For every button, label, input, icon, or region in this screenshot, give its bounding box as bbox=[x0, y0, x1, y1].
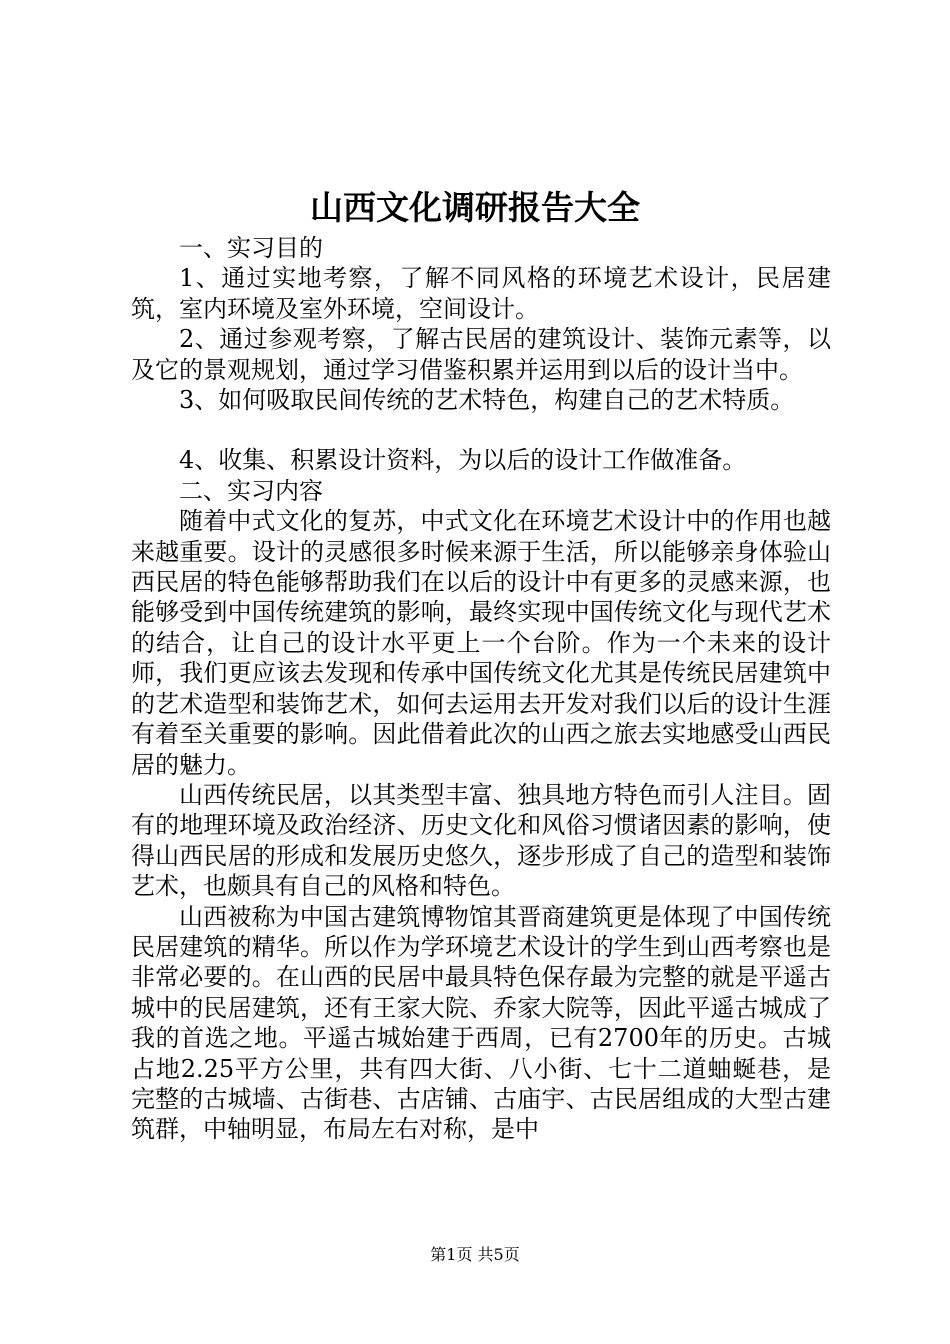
content-paragraph-3: 山西被称为中国古建筑博物馆其晋商建筑更是体现了中国传统民居建筑的精华。所以作为学环境艺术设计的学生到山西考察也是非常必要的。在山西的民居中最具特色保存最为完整的就是平遥古城中的民居建筑，还有王家大院、乔家大院等，因此平遥古城成了我的首选之地。平遥古城始建于西周，已有2700年的历史。古城占地2.25平方公里，共有四大街、八小街、七十二道蚰蜒巷，是完整的古城墙、古街巷、古店铺、古庙宇、古民居组成的大型古建筑群，中轴明显，布局左右对称，是中 bbox=[131, 902, 831, 1144]
purpose-item-4: 4、收集、积累设计资料，为以后的设计工作做准备。 bbox=[179, 446, 747, 475]
purpose-item-2: 2、通过参观考察，了解古民居的建筑设计、装饰元素等，以及它的景观规划，通过学习借鉴积累并运用到以后的设计当中。 bbox=[131, 325, 831, 384]
purpose-item-1: 1、通过实地考察，了解不同风格的环境艺术设计，民居建筑，室内环境及室外环境，空间设计。 bbox=[131, 264, 831, 323]
document-body bbox=[131, 233, 831, 1145]
section-heading-content: 二、实习内容 bbox=[179, 476, 323, 505]
section-heading-purpose: 一、实习目的 bbox=[179, 234, 323, 262]
content-paragraph-1: 随着中式文化的复苏，中式文化在环境艺术设计中的作用也越来越重要。设计的灵感很多时候来源于生活，所以能够亲身体验山西民居的特色能够帮助我们在以后的设计中有更多的灵感来源，也能够受到中国传统建筑的影响，最终实现中国传统文化与现代艺术的结合，让自己的设计水平更上一个台阶。作为一个未来的设计师，我们更应该去发现和传承中国传统文化尤其是传统民居建筑中的艺术造型和装饰艺术，如何去运用去开发对我们以后的设计生涯有着至关重要的影响。因此借着此次的山西之旅去实地感受山西民居的魅力。 bbox=[131, 507, 831, 779]
document-title: 山西文化调研报告大全 bbox=[310, 188, 640, 227]
purpose-item-3: 3、如何吸取民间传统的艺术特色，构建自己的艺术特质。 bbox=[179, 386, 795, 415]
page-number-footer: 第1页 共5页 bbox=[430, 1245, 520, 1264]
content-paragraph-2: 山西传统民居，以其类型丰富、独具地方特色而引人注目。固有的地理环境及政治经济、历史文化和风俗习惯诸因素的影响，使得山西民居的形成和发展历史悠久，逐步形成了自己的造型和装饰艺术，也颇具有自己的风格和特色。 bbox=[131, 780, 831, 901]
